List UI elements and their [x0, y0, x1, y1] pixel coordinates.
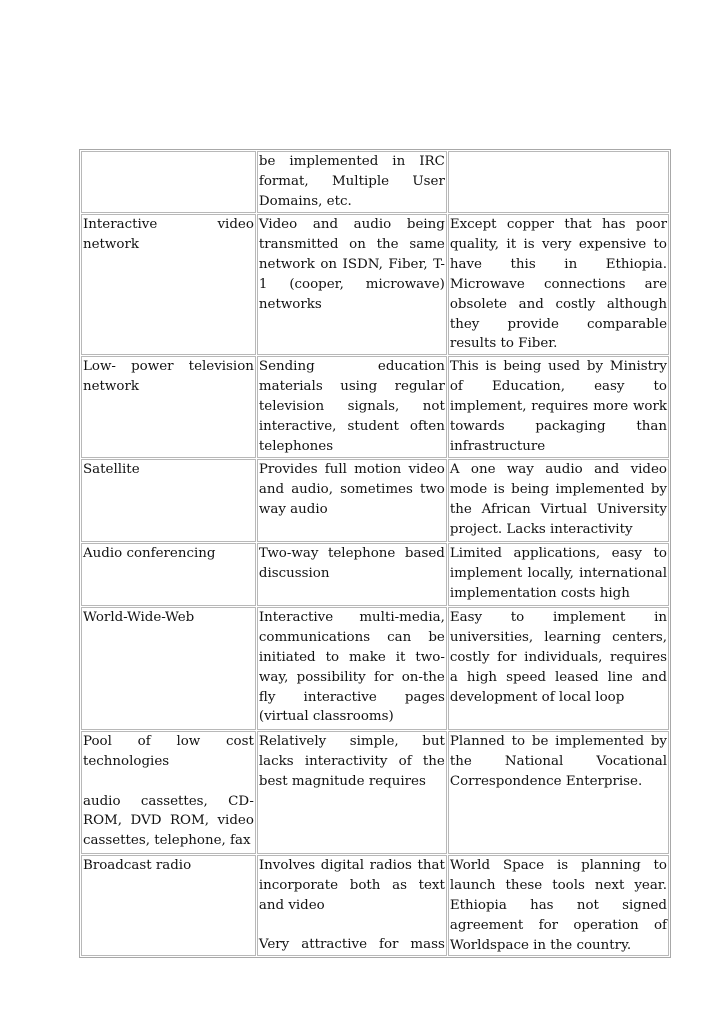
assessment-cell: This is being used by Ministry of Education, easy to implement, requires more work towards packaging than infrastructure: [448, 356, 669, 458]
technology-cell: Low- power television network: [81, 356, 256, 458]
technology-cell: Interactive video network: [81, 214, 256, 355]
description-cell: be implemented in IRC format, Multiple User Domains, etc.: [257, 151, 447, 213]
description-cell: Two-way telephone based discussion: [257, 543, 447, 606]
table-row: [81, 731, 669, 854]
table-row: [81, 607, 669, 730]
technology-cell: [81, 731, 256, 854]
table-row: [81, 543, 669, 606]
table-row: [81, 459, 669, 542]
assessment-cell: Except copper that has poor quality, it is very expensive to have this in Ethiopia. Microwave connections are obsolete and costly although they provide comparable results to Fiber.: [448, 214, 669, 355]
description-cell: [257, 855, 447, 957]
assessment-cell: Easy to implement in universities, learning centers, costly for individuals, requires a high speed leased line and development of local loop: [448, 607, 669, 730]
technology-cell: [81, 151, 256, 213]
technology-comparison-table: [79, 149, 671, 958]
assessment-cell: World Space is planning to launch these tools next year. Ethiopia has not signed agreement for operation of Worldspace in the country.: [448, 855, 669, 957]
table-row: [81, 356, 669, 458]
description-cell: Video and audio being transmitted on the same network on ISDN, Fiber, T-1 (cooper, microwave) networks: [257, 214, 447, 355]
technology-name: Pool of low cost technologies: [83, 733, 254, 769]
description-cell: Interactive multi-media, communications can be initiated to make it two-way, possibility for on-the fly interactive pages (virtual classrooms): [257, 607, 447, 730]
description-text: Involves digital radios that incorporate both as text and video: [258, 857, 445, 913]
assessment-cell: Planned to be implemented by the National Vocational Correspondence Enterprise.: [448, 731, 669, 854]
table-row: [81, 855, 669, 957]
description-cell: Provides full motion video and audio, sometimes two way audio: [257, 459, 447, 542]
technology-cell: Audio conferencing: [81, 543, 256, 606]
technology-cell: Satellite: [81, 459, 256, 542]
technology-note: audio cassettes, CD-ROM, DVD ROM, video cassettes, telephone, fax: [83, 793, 254, 849]
assessment-cell: A one way audio and video mode is being implemented by the African Virtual University project. Lacks interactivity: [448, 459, 669, 542]
table-row: [81, 151, 669, 213]
assessment-cell: Limited applications, easy to implement locally, international implementation costs high: [448, 543, 669, 606]
description-cell: Sending education materials using regular television signals, not interactive, student often telephones: [257, 356, 447, 458]
description-note: Very attractive for mass: [258, 937, 445, 953]
description-cell: Relatively simple, but lacks interactivity of the best magnitude requires: [257, 731, 447, 854]
technology-cell: Broadcast radio: [81, 855, 256, 957]
assessment-cell: [448, 151, 669, 213]
table-row: [81, 214, 669, 355]
technology-cell: World-Wide-Web: [81, 607, 256, 730]
